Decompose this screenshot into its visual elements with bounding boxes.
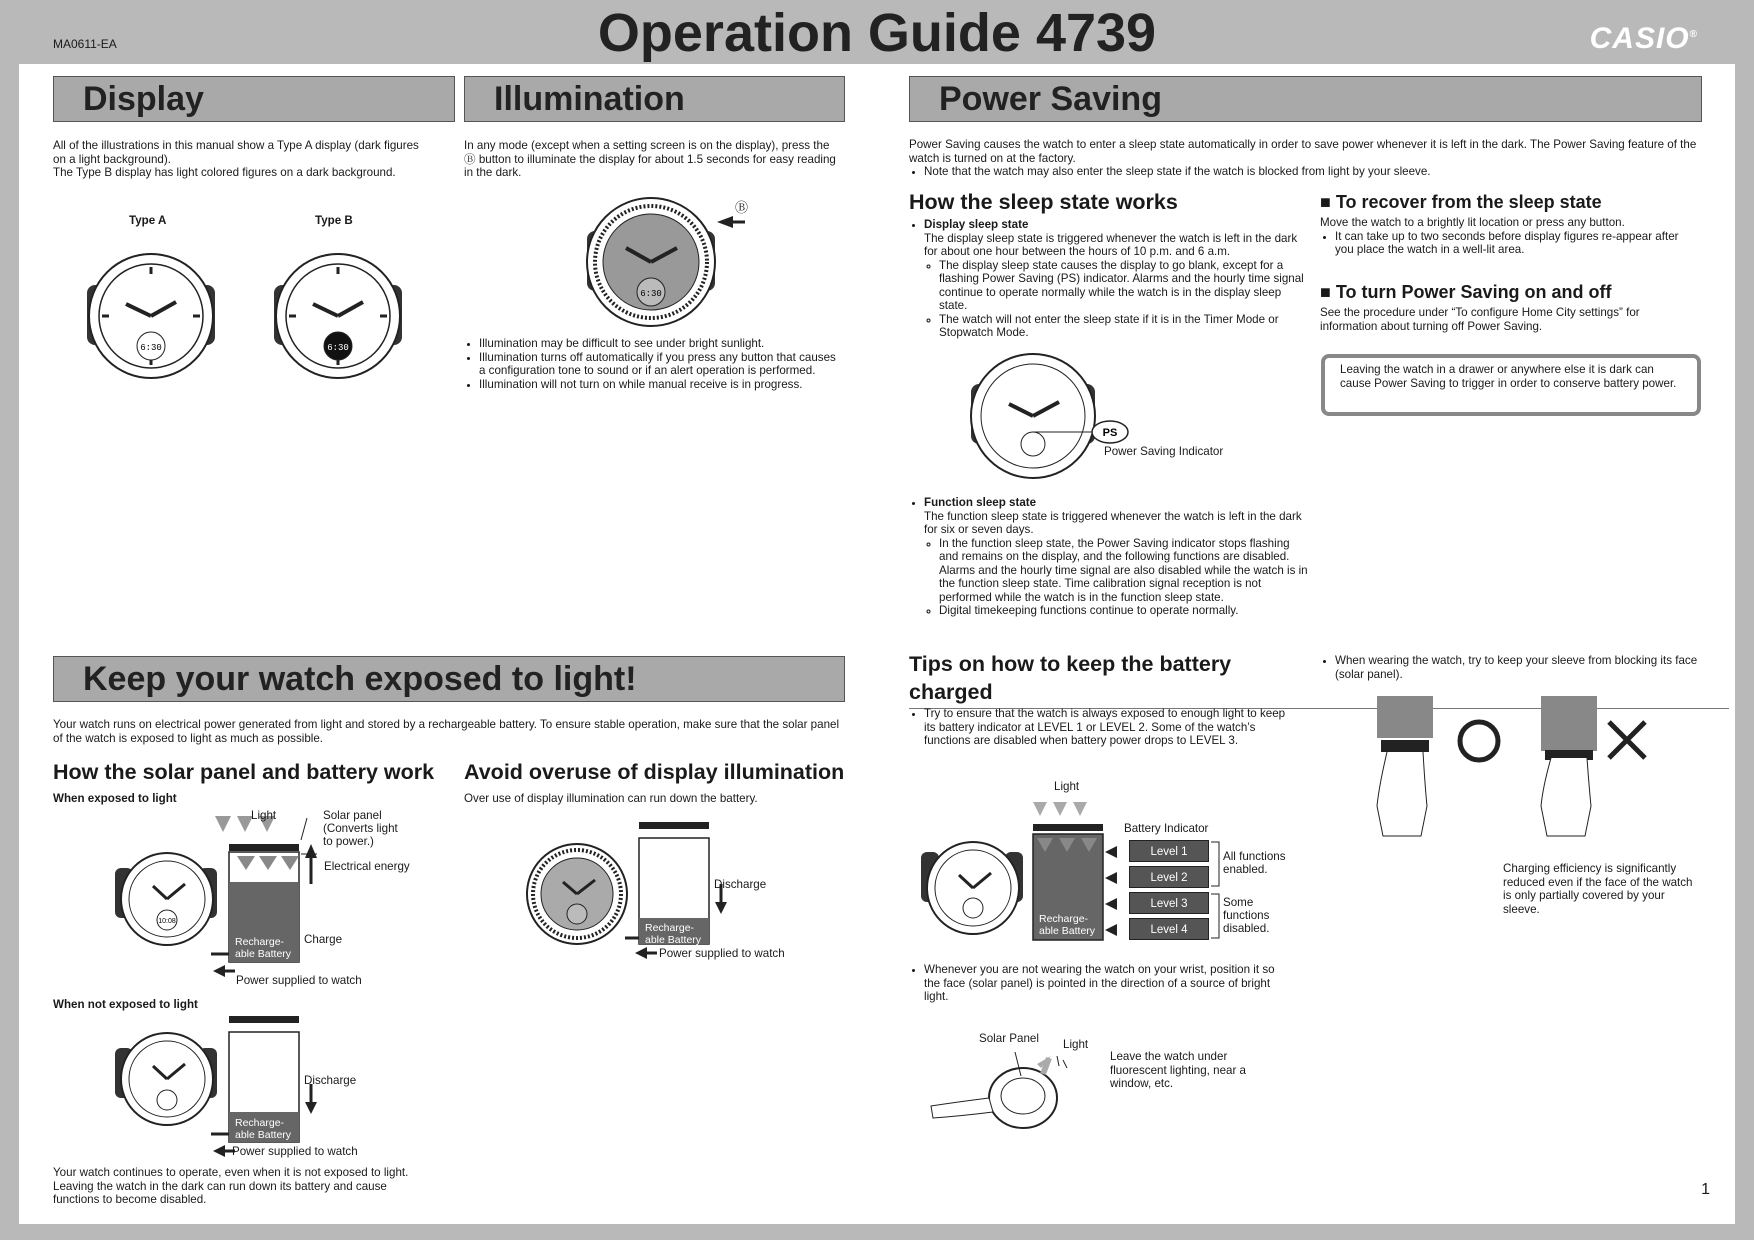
page-number: 1	[1701, 1181, 1710, 1198]
recover-heading: ■ To recover from the sleep state	[1320, 192, 1602, 212]
display-heading-bar	[53, 76, 455, 122]
electrical-energy-label: Electrical energy	[324, 860, 410, 873]
light-heading-bar	[53, 656, 845, 702]
watch-type-b-illustration	[268, 250, 408, 384]
illumination-bullet: • Illumination may be difficult to see under bright sunlight.	[479, 337, 844, 351]
type-a-label: Type A	[129, 214, 167, 227]
sleep-state-heading: How the sleep state works	[909, 190, 1178, 214]
display-paragraph-1: All of the illustrations in this manual show a Type A display (dark figures on a light background).	[53, 139, 419, 166]
discharge-label: Discharge	[714, 878, 767, 891]
exposed-digital: 10:08	[158, 918, 176, 925]
battery-label-1: Recharge-	[1039, 913, 1089, 925]
recover-section	[1320, 216, 1700, 257]
battery-label-1: Recharge-	[235, 936, 285, 948]
watch-type-a-illustration	[81, 250, 221, 384]
illumination-text: In any mode (except when a setting screen is on the display), press the Ⓑ button to illuminate the display for about 1.5 seconds for easy reading in the dark.	[464, 139, 836, 179]
avoid-text: Over use of display illumination can run down the battery.	[464, 792, 758, 805]
display-sleep-text: The display sleep state is triggered whenever the watch is left in the dark for about one hour between the hours of 10 p.m. and 6 a.m.	[924, 231, 1298, 258]
page-title: Operation Guide 4739	[597, 3, 1157, 63]
battery-levels	[1129, 840, 1209, 940]
power-supplied-label: Power supplied to watch	[232, 1145, 358, 1158]
exposed-label: When exposed to light	[53, 792, 177, 805]
tips-light-label: Light	[1054, 780, 1080, 793]
document-code: MA0611-EA	[53, 37, 117, 51]
power-saving-heading-bar	[909, 76, 1702, 122]
type-b-label: Type B	[315, 214, 353, 227]
function-sleep-text: The function sleep state is triggered whenever the watch is left in the dark for six or seven days.	[924, 509, 1302, 536]
display-text	[53, 139, 423, 180]
illumination-watch-illustration	[581, 196, 751, 331]
display-paragraph-2: The Type B display has light colored figures on a dark background.	[53, 166, 396, 179]
battery-label-1: Recharge-	[235, 1117, 285, 1129]
illumination-bullets	[464, 337, 844, 391]
battery-level-diagram	[921, 792, 1121, 962]
battery-label-2: able Battery	[235, 948, 292, 960]
solar-panel-label: Solar panel (Converts light to power.)	[323, 809, 398, 848]
display-sleep-section	[909, 218, 1309, 340]
tips-heading: Tips on how to keep the battery charged	[909, 652, 1232, 704]
all-functions-label: All functions enabled.	[1223, 850, 1286, 876]
type-b-digital: 6:30	[327, 343, 349, 353]
type-a-digital: 6:30	[140, 343, 162, 353]
brand-logo	[1590, 22, 1698, 56]
level-brackets	[1211, 840, 1223, 940]
some-functions-label: Some functions disabled.	[1223, 896, 1270, 935]
power-supplied-label: Power supplied to watch	[236, 974, 362, 987]
brand-name: CASIO	[1589, 22, 1690, 55]
ps-indicator-label: PS	[1102, 427, 1118, 439]
battery-label-2: able Battery	[645, 934, 702, 946]
toggle-text: See the procedure under “To configure Home City settings” for information about turning off Power Saving.	[1320, 306, 1640, 333]
illumination-heading: Illumination	[494, 80, 685, 118]
illumination-heading-bar	[464, 76, 845, 122]
watch-facing-light-illustration	[927, 1046, 1067, 1136]
display-sleep-title: Display sleep state	[924, 218, 1029, 231]
tips-light-label-2: Light	[1063, 1038, 1089, 1051]
toggle-heading: ■ To turn Power Saving on and off	[1320, 282, 1612, 302]
charging-efficiency-text: Charging efficiency is significantly reduced even if the face of the watch is only partially covered by your sleeve.	[1503, 862, 1693, 916]
battery-indicator-label: Battery Indicator	[1124, 822, 1209, 835]
display-sleep-bullet: ◦ The display sleep state causes the display to go blank, except for a flashing Power Saving (PS) indicator. Alarms and the hourly time signal continue to operate normally while the watch is in the display sleep state.	[939, 259, 1309, 313]
power-supplied-label: Power supplied to watch	[659, 947, 785, 960]
solar-panel-caption: Solar Panel	[979, 1032, 1039, 1045]
tips-bullet-3: • When wearing the watch, try to keep your sleeve from blocking its face (solar panel).	[1320, 654, 1715, 681]
avoid-heading: Avoid overuse of display illumination	[464, 760, 845, 784]
recover-text: Move the watch to a brightly lit location or press any button.	[1320, 216, 1625, 229]
power-saving-watch-illustration	[967, 352, 1247, 484]
tips-bullet-2: • Whenever you are not wearing the watch on your wrist, position it so the face (solar panel) is pointed in the direction of a source of bright light.	[909, 963, 1289, 1004]
level-4: Level 4	[1129, 918, 1209, 940]
continue-text: Your watch continues to operate, even when it is not exposed to light. Leaving the watch in the dark can run down its battery and cause functions to become disabled.	[53, 1166, 409, 1206]
light-heading: Keep your watch exposed to light!	[83, 660, 637, 698]
level-3: Level 3	[1129, 892, 1209, 914]
recover-bullet: • It can take up to two seconds before display figures re-appear after you place the watch in a well-lit area.	[1335, 230, 1700, 257]
power-saving-paragraph: Power Saving causes the watch to enter a sleep state automatically in order to save power whenever it is left in the dark. The Power Saving feature of the watch is turned on at the factory.	[909, 138, 1697, 165]
button-b-label: Ⓑ	[735, 200, 749, 215]
power-saving-note: Leaving the watch in a drawer or anywhere else it is dark can cause Power Saving to trigger in order to conserve battery power.	[1321, 354, 1701, 416]
light-label: Light	[251, 809, 277, 822]
battery-label-2: able Battery	[235, 1129, 292, 1141]
battery-label-2: able Battery	[1039, 925, 1096, 937]
sleeve-illustration	[1369, 696, 1709, 846]
battery-label-1: Recharge-	[645, 922, 695, 934]
light-intro: Your watch runs on electrical power generated from light and stored by a rechargeable battery. To ensure stable operation, make sure that the solar panel of the watch is exposed to light as much as possible.	[53, 718, 840, 745]
function-sleep-title: Function sleep state	[924, 496, 1037, 509]
level-2: Level 2	[1129, 866, 1209, 888]
solar-heading: How the solar panel and battery work	[53, 760, 435, 784]
power-saving-intro	[909, 138, 1699, 179]
manual-page	[19, 64, 1735, 1224]
illumination-bullet: • Illumination will not turn on while manual receive is in progress.	[479, 378, 844, 392]
fluorescent-text: Leave the watch under fluorescent lighting, near a window, etc.	[1110, 1050, 1246, 1090]
display-heading: Display	[83, 80, 204, 118]
not-exposed-label: When not exposed to light	[53, 998, 198, 1011]
tips-bullet-1: • Try to ensure that the watch is always exposed to enough light to keep its battery indicator at LEVEL 1 or LEVEL 2. Some of the watch’s functions are disabled when battery power drops to LEVEL 3.	[909, 707, 1289, 748]
level-1: Level 1	[1129, 840, 1209, 862]
illumination-digital: 6:30	[640, 289, 662, 299]
power-saving-heading: Power Saving	[939, 80, 1162, 118]
registered-mark: ®	[1689, 29, 1698, 40]
charge-label: Charge	[304, 933, 343, 946]
discharge-label: Discharge	[304, 1074, 357, 1087]
illumination-bullet: • Illumination turns off automatically if you press any button that causes a configuration tone to sound or if an alert operation is performed.	[479, 351, 844, 378]
ps-indicator-caption: Power Saving Indicator	[1104, 445, 1224, 458]
function-sleep-section	[909, 496, 1309, 618]
function-sleep-bullet: ◦ Digital timekeeping functions continue to operate normally.	[939, 604, 1309, 618]
function-sleep-bullet: ◦ In the function sleep state, the Power Saving indicator stops flashing and remains on the display, and the following functions are disabled. Alarms and the hourly time signal are also disabled while the watch is in the function sleep state. Time calibration signal reception is not performed while the watch is in the function sleep state.	[939, 537, 1309, 605]
power-saving-bullet: • Note that the watch may also enter the sleep state if the watch is blocked from light by your sleeve.	[924, 165, 1699, 179]
display-sleep-bullet: ◦ The watch will not enter the sleep state if it is in the Timer Mode or Stopwatch Mode.	[939, 313, 1309, 340]
